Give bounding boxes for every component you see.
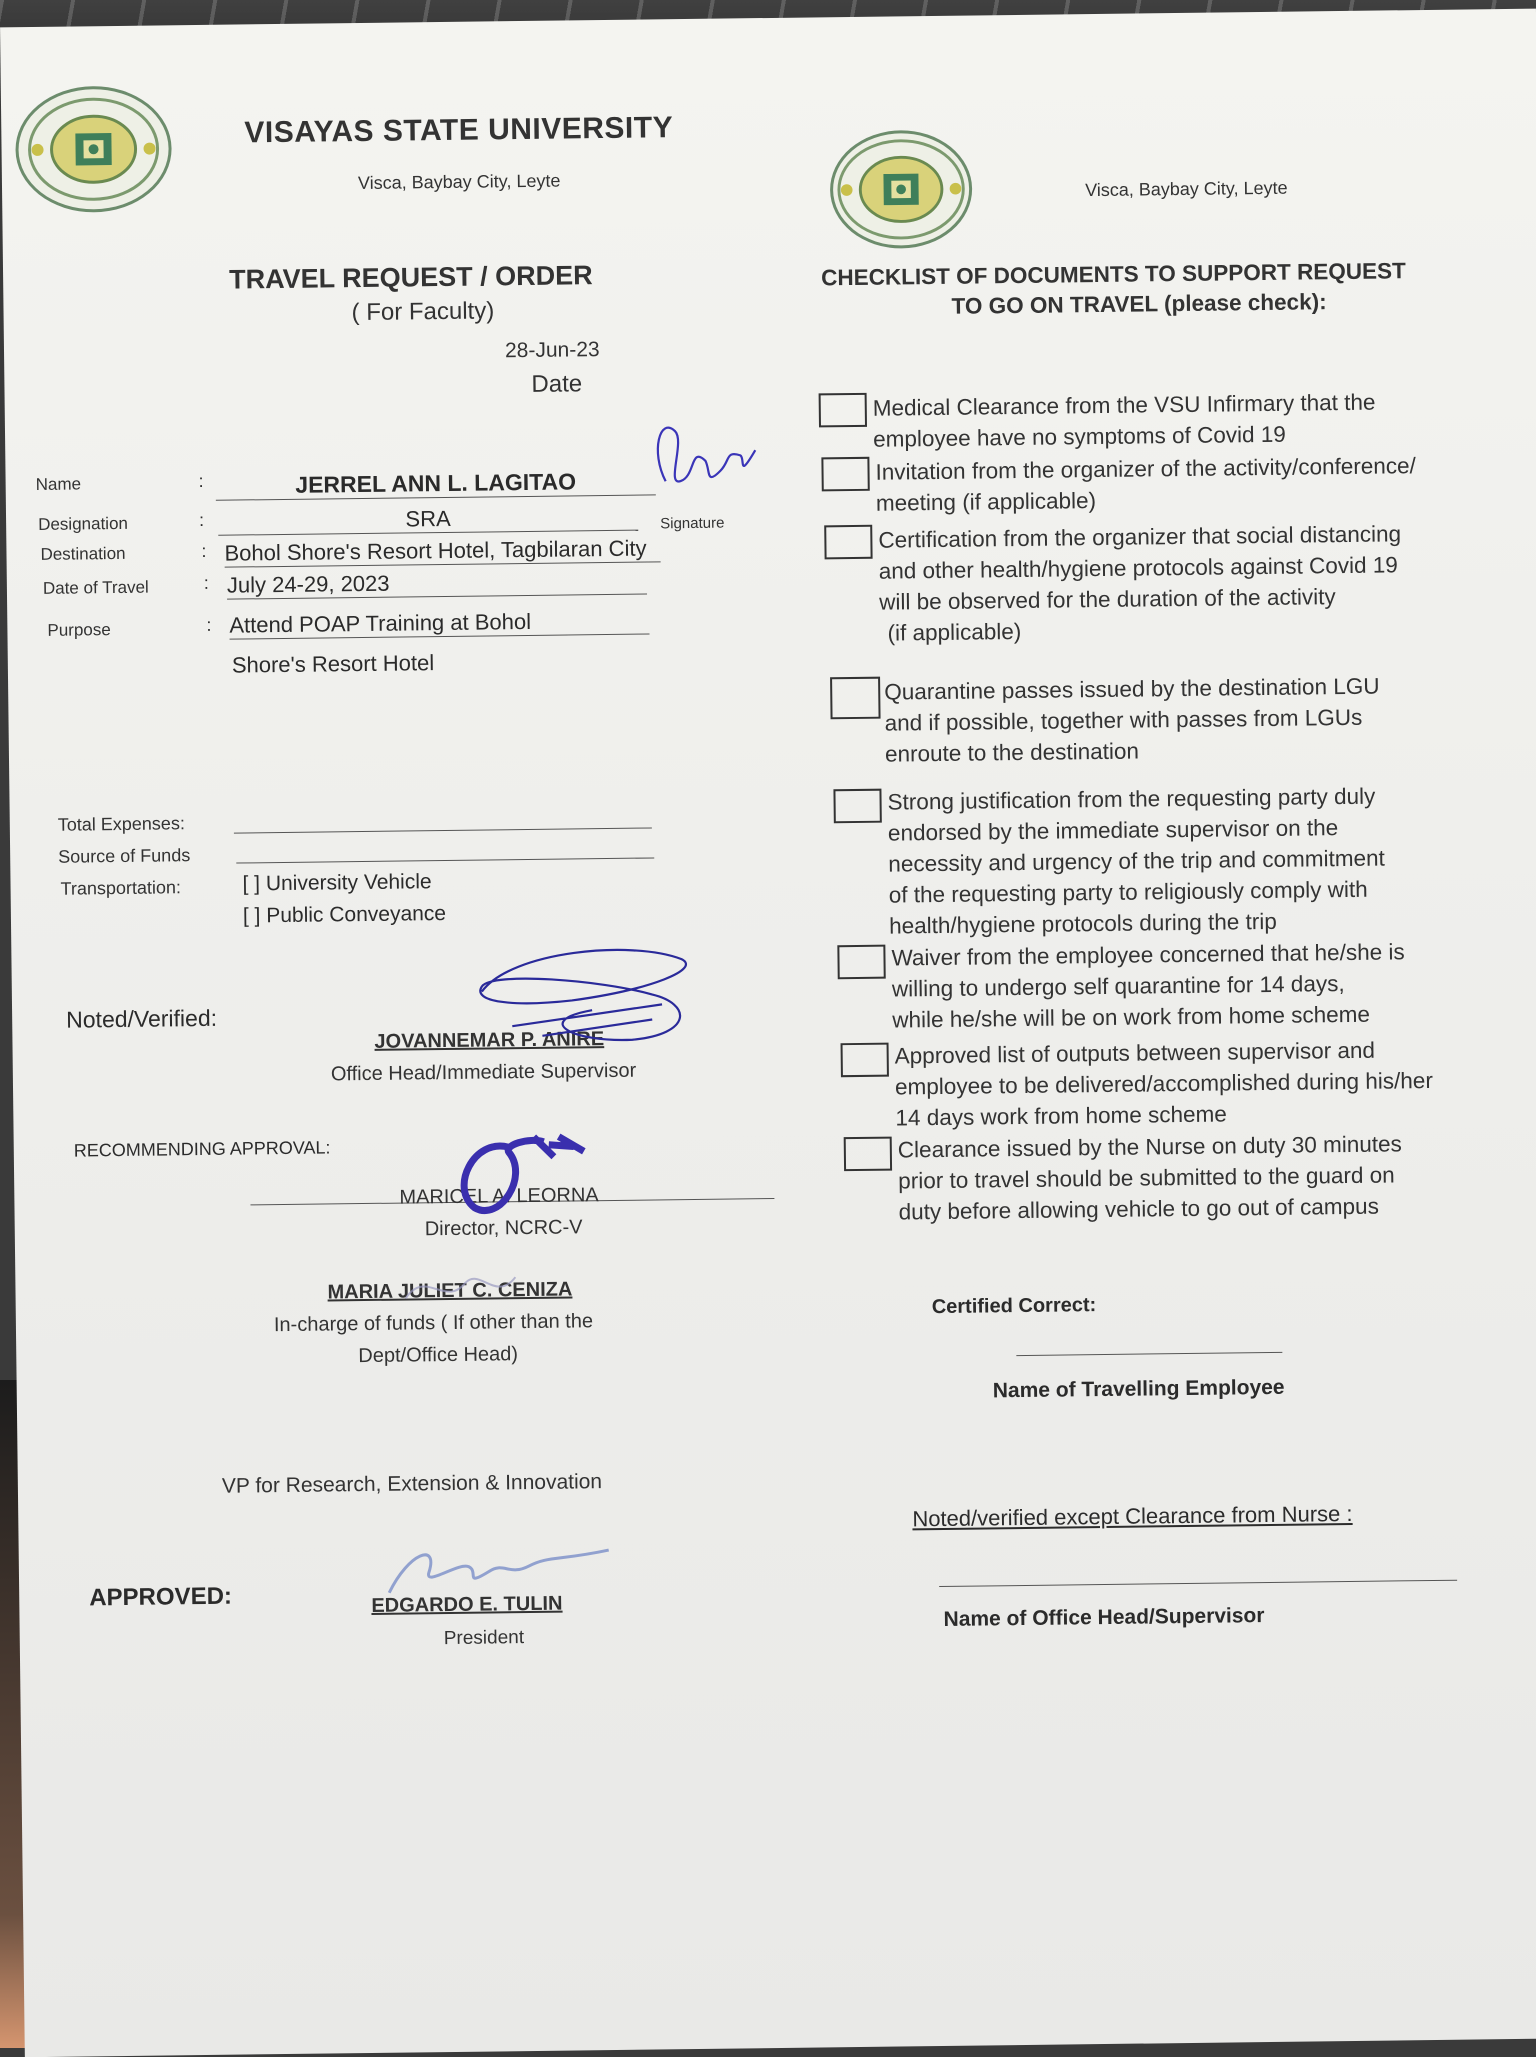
date-of-travel-label: Date of Travel (42, 577, 149, 598)
certified-correct-label: Certified Correct: (931, 1294, 1097, 1319)
university-seal-icon (15, 85, 173, 213)
university-name: VISAYAS STATE UNIVERSITY (244, 111, 674, 150)
checklist-item-5 (887, 781, 1385, 942)
checklist-item-6-line2: willing to undergo self quarantine for 14 days, (891, 971, 1345, 1002)
director-signature-icon (433, 1116, 594, 1228)
checklist-item-8-line2: prior to travel should be submitted to the guard on (898, 1162, 1395, 1194)
travelling-employee-line (1016, 1352, 1282, 1356)
office-head-label: Name of Office Head/Supervisor (943, 1604, 1265, 1631)
university-address: Visca, Baybay City, Leyte (357, 170, 561, 194)
designation-value: SRA (218, 504, 638, 536)
source-of-funds-label: Source of Funds (58, 845, 191, 867)
total-expenses-line (234, 827, 652, 833)
name-colon: : (198, 470, 204, 491)
checklist-checkbox-3[interactable] (824, 525, 872, 560)
checklist-item-7-line3: 14 days work from home scheme (895, 1101, 1227, 1131)
form-date-value: 28-Jun-23 (504, 338, 600, 363)
supervisor-signature-icon (451, 929, 713, 1062)
checklist-checkbox-7[interactable] (841, 1043, 889, 1078)
checklist-item-8-line1: Clearance issued by the Nurse on duty 30 minutes (897, 1131, 1402, 1163)
checklist-item-3-line2: and other health/hygiene protocols against Covid 19 (878, 552, 1398, 584)
checklist-item-7-line1: Approved list of outputs between supervisor and (894, 1037, 1376, 1069)
destination-label: Destination (40, 543, 126, 564)
date-of-travel-value: July 24-29, 2023 (227, 568, 647, 600)
vp-label: VP for Research, Extension & Innovation (221, 1470, 603, 1498)
funds-incharge-role-line2: Dept/Office Head) (358, 1343, 519, 1368)
checklist-item-2-line2: meeting (if applicable) (875, 488, 1097, 516)
transport-option-university-vehicle[interactable]: [ ] University Vehicle (242, 870, 432, 896)
checklist-item-4 (884, 671, 1380, 770)
checklist-title-line2: TO GO ON TRAVEL (please check): (951, 289, 1327, 319)
checklist-item-2-line1: Invitation from the organizer of the activity/conference/ (875, 453, 1416, 485)
form-title: TRAVEL REQUEST / ORDER (228, 260, 593, 295)
transportation-label: Transportation: (60, 877, 182, 899)
checklist-checkbox-1[interactable] (819, 393, 867, 428)
destination-colon: : (201, 540, 207, 561)
checklist-item-4-line2: and if possible, together with passes from LGUs (884, 704, 1363, 736)
purpose-value-line2: Shore's Resort Hotel (231, 650, 435, 678)
designation-label: Designation (38, 513, 129, 534)
director-role: Director, NCRC-V (424, 1216, 583, 1241)
checklist-item-3-line4: (if applicable) (887, 618, 1022, 646)
signature-label: Signature (660, 514, 725, 533)
purpose-colon: : (206, 614, 212, 635)
checklist-checkbox-5[interactable] (833, 789, 881, 824)
source-of-funds-line (236, 857, 654, 863)
checklist-item-6 (891, 936, 1405, 1035)
funds-incharge-name: MARIA JULIET C. CENIZA (327, 1278, 573, 1304)
university-address-right: Visca, Baybay City, Leyte (1085, 177, 1288, 201)
seal-graphic (23, 92, 164, 206)
name-value: JERREL ANN L. LAGITAO (216, 467, 656, 500)
checklist-item-1-line2: employee have no symptoms of Covid 19 (873, 421, 1286, 452)
checklist-item-8-line3: duty before allowing vehicle to go out of campus (898, 1193, 1380, 1225)
checklist-item-5-line4: of the requesting party to religiously comply with (888, 876, 1368, 908)
checklist-checkbox-4[interactable] (830, 677, 881, 720)
recommending-approval-label: RECOMMENDING APPROVAL: (73, 1137, 331, 1161)
checklist-checkbox-6[interactable] (837, 945, 885, 980)
checklist-item-7-line2: employee to be delivered/accomplished during his/her (894, 1067, 1434, 1100)
form-date-label: Date (531, 370, 583, 398)
president-signature-icon (378, 1530, 619, 1613)
university-seal-icon-right (829, 130, 972, 250)
name-label: Name (35, 474, 82, 494)
total-expenses-label: Total Expenses: (57, 813, 185, 835)
designation-colon: : (198, 509, 205, 530)
checklist-item-4-line1: Quarantine passes issued by the destination LGU (884, 673, 1380, 705)
checklist-item-5-line5: health/hygiene protocols during the trip (888, 908, 1277, 939)
applicant-signature-icon (645, 410, 766, 521)
checklist-item-3-line3: will be observed for the duration of the activity (878, 584, 1336, 615)
travel-request-document (0, 9, 1536, 2057)
noted-except-nurse-label: Noted/verified except Clearance from Nurse : (912, 1500, 1353, 1532)
checklist-item-7 (895, 1034, 1434, 1134)
noted-verified-label: Noted/Verified: (66, 1004, 218, 1033)
checklist-item-5-line3: necessity and urgency of the trip and commitment (888, 845, 1385, 877)
checklist-title-line1: CHECKLIST OF DOCUMENTS TO SUPPORT REQUEST (821, 258, 1406, 291)
checklist-item-8 (898, 1128, 1403, 1227)
destination-value: Bohol Shore's Resort Hotel, Tagbilaran City (224, 535, 660, 567)
checklist-item-3-line1: Certification from the organizer that social distancing (878, 521, 1402, 553)
seal-graphic-right (832, 133, 969, 247)
form-subtitle: ( For Faculty) (351, 297, 495, 327)
checklist-item-1-line1: Medical Clearance from the VSU Infirmary that the (872, 389, 1376, 421)
funds-signature-icon (395, 1257, 536, 1319)
checklist-item-6-line3: while he/she will be on work from home scheme (892, 1001, 1371, 1033)
checklist-item-4-line3: enroute to the destination (884, 738, 1140, 767)
president-name: EDGARDO E. TULIN (371, 1592, 563, 1617)
office-head-line (939, 1580, 1457, 1587)
purpose-value-line1: Attend POAP Training at Bohol (229, 607, 649, 639)
purpose-label: Purpose (47, 620, 111, 640)
checklist-item-3 (878, 518, 1402, 648)
travelling-employee-label: Name of Travelling Employee (992, 1375, 1285, 1403)
date-of-travel-colon: : (203, 572, 209, 593)
checklist-checkbox-8[interactable] (844, 1137, 892, 1172)
transport-option-public-conveyance[interactable]: [ ] Public Conveyance (242, 902, 447, 928)
checklist-item-5-line2: endorsed by the immediate supervisor on the (887, 815, 1339, 846)
checklist-item-1 (873, 387, 1376, 455)
funds-incharge-role-line1: In-charge of funds ( If other than the (273, 1310, 594, 1337)
supervisor-role: Office Head/Immediate Supervisor (330, 1059, 637, 1086)
checklist-item-2 (875, 450, 1416, 519)
supervisor-name: JOVANNEMAR P. ANIRE (374, 1028, 605, 1053)
approved-label: APPROVED: (89, 1582, 233, 1612)
checklist-item-5-line1: Strong justification from the requesting party duly (887, 783, 1376, 815)
checklist-checkbox-2[interactable] (821, 457, 869, 492)
checklist-item-6-line1: Waiver from the employee concerned that he/she is (891, 939, 1405, 971)
president-role: President (443, 1627, 525, 1650)
director-name: MARICEL A. LEORNA (399, 1184, 599, 1209)
